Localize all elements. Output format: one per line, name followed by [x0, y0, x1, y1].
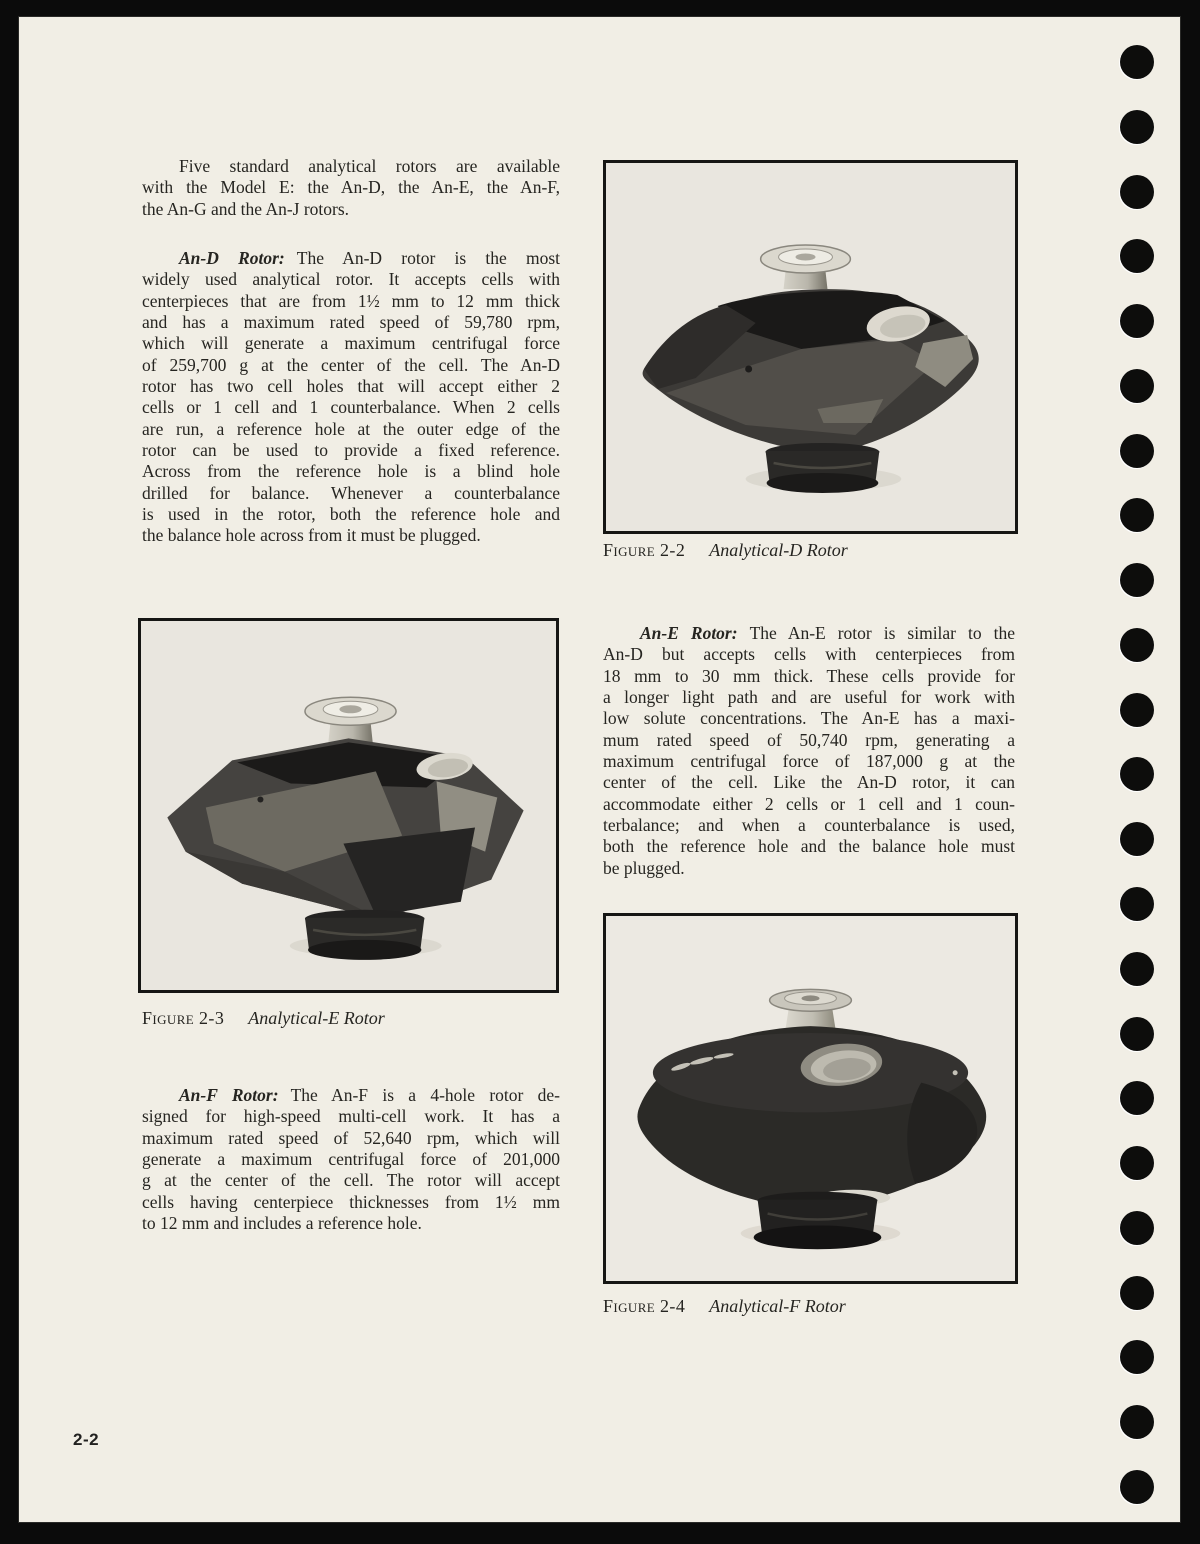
text-line: accommodate either 2 cells or 1 cell and 1 coun- [603, 793, 1015, 814]
paragraph-lead: An-D Rotor: [179, 248, 285, 268]
an-d-rotor-paragraph [142, 248, 560, 547]
figure-2-4-frame [603, 913, 1018, 1284]
figure-2-2-title: Analytical-D Rotor [709, 540, 848, 560]
text-line: generate a maximum centrifugal force of 201,000 [142, 1149, 560, 1170]
figure-2-3-title: Analytical-E Rotor [248, 1008, 385, 1028]
figure-2-2-caption [603, 540, 848, 561]
binder-hole [1120, 45, 1154, 79]
paragraph-lead: An-E Rotor: [640, 623, 738, 643]
text-line: and has a maximum rated speed of 59,780 rpm, [142, 312, 560, 333]
intro-paragraph [142, 156, 560, 220]
figure-2-4-label: Figure 2-4 [603, 1296, 686, 1316]
figure-2-3-label: Figure 2-3 [142, 1008, 225, 1028]
page [18, 16, 1181, 1523]
binder-hole [1120, 1470, 1154, 1504]
figure-2-3-caption [142, 1008, 385, 1029]
page-number: 2-2 [73, 1430, 100, 1449]
binder-hole [1120, 1211, 1154, 1245]
text-line: the balance hole across from it must be plugged. [142, 525, 481, 546]
analytical-d-rotor-photo [606, 163, 1015, 531]
binder-hole [1120, 369, 1154, 403]
an-f-rotor-paragraph [142, 1085, 560, 1234]
text-line: An-D Rotor: The An-D rotor is the most [179, 248, 560, 268]
figure-2-3-frame [138, 618, 559, 993]
binder-hole [1120, 110, 1154, 144]
binder-hole [1120, 822, 1154, 856]
text-line: low solute concentrations. The An-E has a maxi- [603, 708, 1015, 729]
text-line: with the Model E: the An-D, the An-E, the An-F, [142, 177, 560, 198]
binder-hole [1120, 1405, 1154, 1439]
text-line: An-D but accepts cells with centerpieces from [603, 644, 1015, 665]
binder-hole [1120, 887, 1154, 921]
binder-hole [1120, 304, 1154, 338]
text-line: to 12 mm and includes a reference hole. [142, 1213, 422, 1234]
text-line: center of the cell. Like the An-D rotor, it can [603, 772, 1015, 793]
text-line: both the reference hole and the balance hole must [603, 836, 1015, 857]
text-line: drilled for balance. Whenever a counterbalance [142, 482, 560, 503]
text-line: be plugged. [603, 857, 685, 878]
text-line: cells or 1 cell and 1 counterbalance. When 2 cells [142, 397, 560, 418]
binder-hole [1120, 1081, 1154, 1115]
text-line: widely used analytical rotor. It accepts cells with [142, 269, 560, 290]
binder-hole [1120, 563, 1154, 597]
binder-hole [1120, 239, 1154, 273]
text-line: is used in the rotor, both the reference hole and [142, 504, 560, 525]
analytical-e-rotor-photo [141, 621, 556, 990]
text-line: 18 mm to 30 mm thick. These cells provide for [603, 665, 1015, 686]
text-line: maximum rated speed of 52,640 rpm, which will [142, 1127, 560, 1148]
text-line: centerpieces that are from 1½ mm to 12 mm thick [142, 290, 560, 311]
text-line: rotor has two cell holes that will accept either 2 [142, 376, 560, 397]
text-line: Five standard analytical rotors are available [179, 156, 560, 176]
text-line: rotor can be used to provide a fixed reference. [142, 440, 560, 461]
figure-2-2-frame [603, 160, 1018, 534]
text-line: terbalance; and when a counterbalance is used, [603, 815, 1015, 836]
text-line: maximum centrifugal force of 187,000 g at the [603, 751, 1015, 772]
binder-hole [1120, 498, 1154, 532]
figure-2-4-caption [603, 1296, 846, 1317]
figure-2-2-label: Figure 2-2 [603, 540, 686, 560]
text-line: cells having centerpiece thicknesses from 1½ mm [142, 1191, 560, 1212]
figure-2-4-title: Analytical-F Rotor [709, 1296, 846, 1316]
binder-hole [1120, 1017, 1154, 1051]
text-line: Across from the reference hole is a blind hole [142, 461, 560, 482]
binder-hole [1120, 952, 1154, 986]
text-line: the An-G and the An-J rotors. [142, 198, 350, 219]
binder-hole [1120, 693, 1154, 727]
text-line: g at the center of the cell. The rotor will accept [142, 1170, 560, 1191]
text-line: a longer light path and are useful for work with [603, 687, 1015, 708]
paragraph-lead: An-F Rotor: [179, 1085, 279, 1105]
binder-hole [1120, 434, 1154, 468]
text-line: which will generate a maximum centrifugal force [142, 333, 560, 354]
binder-hole [1120, 628, 1154, 662]
analytical-f-rotor-photo [606, 916, 1015, 1281]
text-line: mum rated speed of 50,740 rpm, generating a [603, 729, 1015, 750]
text-line: signed for high-speed multi-cell work. It has a [142, 1106, 560, 1127]
text-line: of 259,700 g at the center of the cell. The An-D [142, 354, 560, 375]
binder-hole [1120, 1276, 1154, 1310]
binder-hole [1120, 757, 1154, 791]
binder-hole [1120, 175, 1154, 209]
binder-hole [1120, 1146, 1154, 1180]
an-e-rotor-paragraph [603, 623, 1015, 879]
binder-hole [1120, 1340, 1154, 1374]
text-line: are run, a reference hole at the outer edge of the [142, 418, 560, 439]
text-line: An-E Rotor: The An-E rotor is similar to the [640, 623, 1015, 643]
text-line: An-F Rotor: The An-F is a 4-hole rotor de- [179, 1085, 560, 1105]
